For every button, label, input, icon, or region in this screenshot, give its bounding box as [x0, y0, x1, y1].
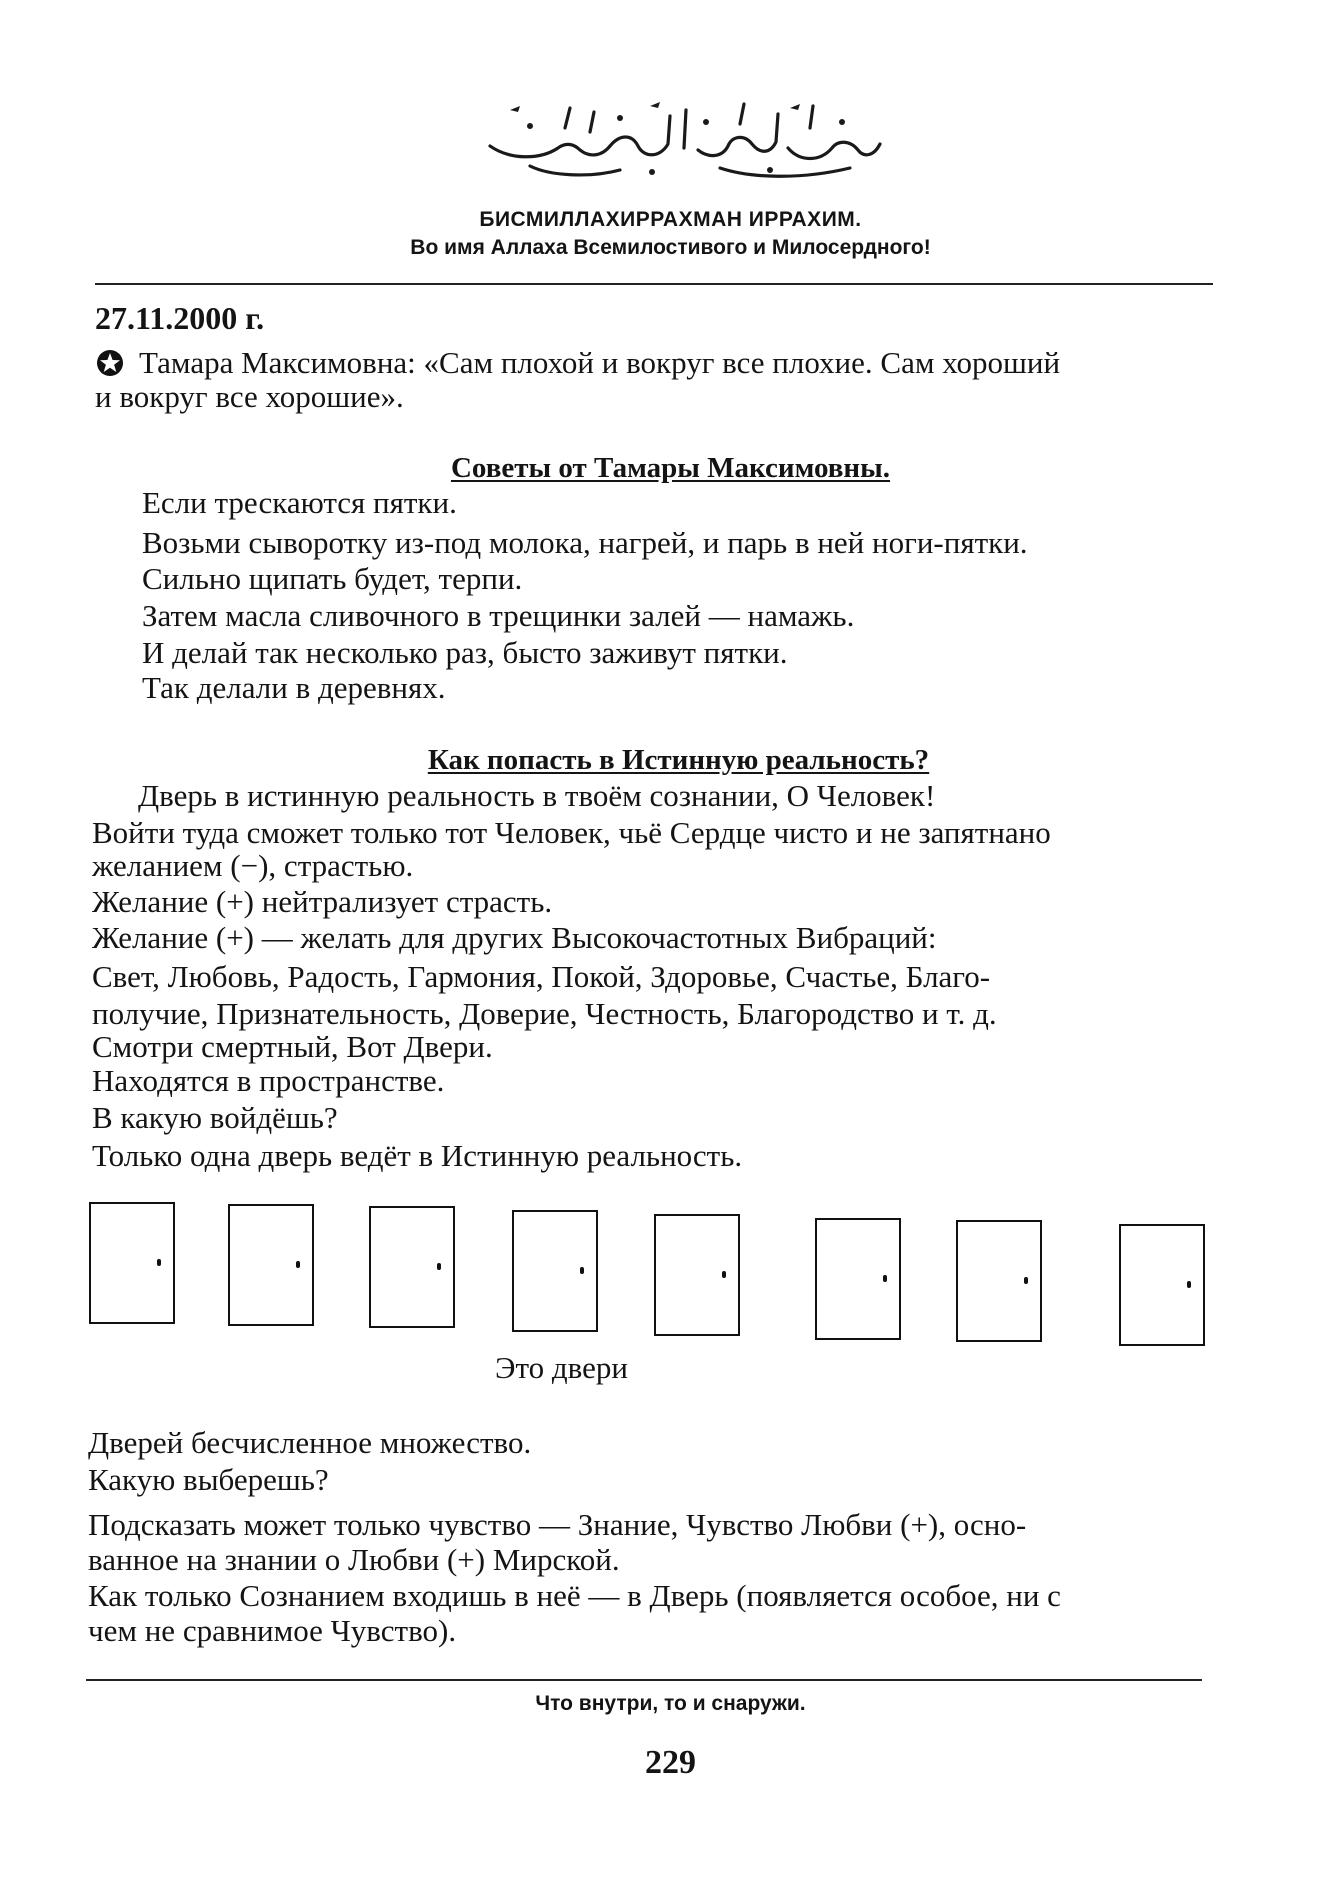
- door-illustration: [956, 1220, 1042, 1342]
- reality-line: Находятся в пространстве.: [92, 1063, 445, 1098]
- footer-motto: Что внутри, то и снаружи.: [535, 1692, 806, 1715]
- tips-line: Возьми сыворотку из-под молока, нагрей, и парь в ней ноги-пятки.: [142, 525, 1028, 560]
- door-illustration: [369, 1206, 455, 1328]
- header-subtitle: Во имя Аллаха Всемилостивого и Милосердного!: [410, 236, 931, 259]
- door-illustration: [1119, 1224, 1205, 1346]
- door-knob: [883, 1275, 887, 1282]
- reality-line: Дверь в истинную реальность в твоём сознании, О Человек!: [138, 778, 936, 813]
- door-knob: [580, 1267, 584, 1274]
- door-knob: [437, 1263, 441, 1270]
- tips-line: Если трескаются пятки.: [142, 485, 457, 520]
- section-heading-reality: Как попасть в Истинную реальность?: [427, 744, 930, 776]
- door-illustration: [228, 1204, 314, 1326]
- tips-line: Так делали в деревнях.: [142, 670, 446, 705]
- reality-line: получие, Признательность, Доверие, Честность, Благородство и т. д.: [92, 996, 997, 1031]
- quote-line-1: [95, 347, 1213, 378]
- entry-date: 27.11.2000 г.: [95, 300, 265, 336]
- doors-line: Подсказать может только чувство — Знание, Чувство Любви (+), осно-: [88, 1507, 1027, 1542]
- reality-line: Свет, Любовь, Радость, Гармония, Покой, Здоровье, Счастье, Благо-: [92, 959, 991, 994]
- door-illustration: [654, 1214, 740, 1336]
- door-illustration: [815, 1218, 901, 1340]
- quote-text-1: Тамара Максимовна: «Сам плохой и вокруг все плохие. Сам хороший: [139, 345, 1061, 380]
- footer-divider: [86, 1679, 1202, 1681]
- reality-line: Только одна дверь ведёт в Истинную реальность.: [92, 1138, 743, 1173]
- door-knob: [1024, 1277, 1028, 1284]
- page-number: 229: [645, 1744, 696, 1781]
- reality-line: Желание (+) нейтрализует страсть.: [92, 884, 553, 919]
- door-illustration: [89, 1202, 175, 1324]
- reality-line: Смотри смертный, Вот Двери.: [92, 1029, 493, 1064]
- header-title: БИСМИЛЛАХИРРАХМАН ИРРАХИМ.: [479, 208, 862, 231]
- doors-line: чем не сравнимое Чувство).: [88, 1613, 457, 1648]
- reality-line: Войти туда сможет только тот Человек, чьё Сердце чисто и не запятнано: [92, 815, 1051, 850]
- tips-line: Сильно щипать будет, терпи.: [142, 561, 523, 596]
- doors-line: ванное на знании о Любви (+) Мирской.: [88, 1542, 620, 1577]
- door-knob: [1187, 1281, 1191, 1288]
- doors-line: Какую выберешь?: [88, 1462, 329, 1497]
- door-knob: [157, 1259, 161, 1266]
- header-divider: [95, 283, 1213, 285]
- reality-line: В какую войдёшь?: [92, 1100, 338, 1135]
- doors-line: Дверей бесчисленное множество.: [88, 1425, 532, 1460]
- quote-line-2: и вокруг все хорошие».: [95, 379, 404, 414]
- basmala-calligraphy-icon: [470, 88, 890, 183]
- reality-line: Желание (+) — желать для других Высокочастотных Вибраций:: [92, 920, 937, 955]
- star-bullet-icon: [95, 348, 125, 378]
- tips-line: Затем масла сливочного в трещинки залей — намажь.: [142, 598, 855, 633]
- reality-line: желанием (−), страстью.: [92, 848, 414, 883]
- door-illustration: [512, 1210, 598, 1332]
- door-knob: [722, 1271, 726, 1278]
- tips-line: И делай так несколько раз, бысто заживут пятки.: [142, 635, 788, 670]
- doors-line: Как только Сознанием входишь в неё — в Дверь (появляется особое, ни с: [88, 1578, 1061, 1613]
- section-heading-tips: Советы от Тамары Максимовны.: [450, 452, 891, 484]
- doors-caption: Это двери: [495, 1350, 628, 1385]
- door-knob: [296, 1261, 300, 1268]
